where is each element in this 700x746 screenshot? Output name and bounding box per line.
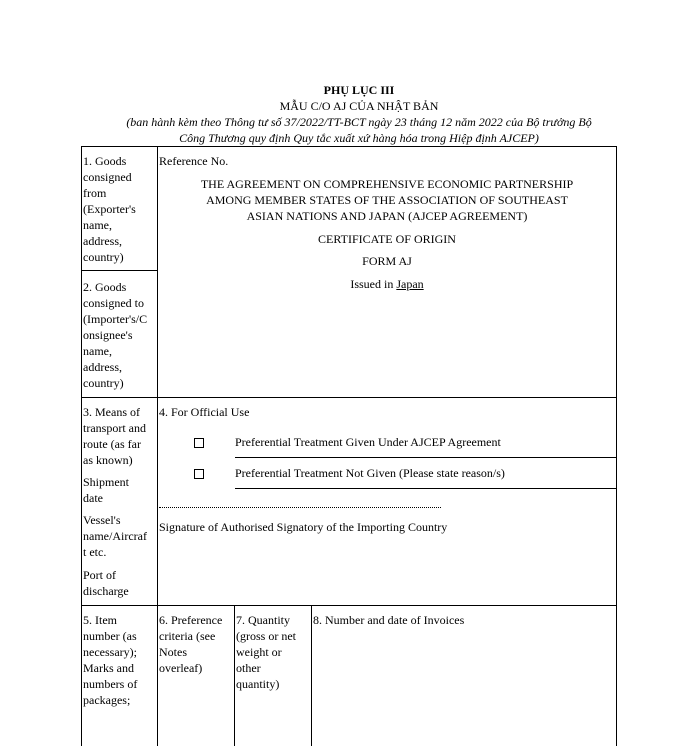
box3-vessel-name: Vessel's name/Aircraf t etc. <box>83 513 147 559</box>
preferential-given-label: Preferential Treatment Given Under AJCEP Agreement <box>235 435 501 449</box>
issued-country: Japan <box>396 277 424 291</box>
box2-goods-consigned-to: 2. Goods consigned to (Importer's/C onsignee's name, address, country) <box>83 280 148 390</box>
certificate-of-origin-title: CERTIFICATE OF ORIGIN <box>318 232 456 246</box>
form-top-border <box>81 146 617 147</box>
certificate-form <box>81 146 617 746</box>
row2-bottom <box>81 605 617 606</box>
row1-bottom <box>81 397 617 398</box>
preferential-not-given-checkbox[interactable] <box>194 469 204 479</box>
box7-quantity: 7. Quantity (gross or net weight or other quantity) <box>236 613 296 691</box>
box3-means-of-transport: 3. Means of transport and route (as far as known) <box>83 405 146 467</box>
appendix-title: PHỤ LỤC III <box>323 83 395 97</box>
preferential-given-checkbox[interactable] <box>194 438 204 448</box>
box3-port-of-discharge: Port of discharge <box>83 568 129 598</box>
box4-official-use-title: 4. For Official Use <box>159 405 250 419</box>
form-left-border <box>81 146 82 746</box>
left-column-divider <box>157 146 158 746</box>
box8-invoice-number-date: 8. Number and date of Invoices <box>313 613 465 627</box>
form-right-border <box>616 146 617 746</box>
agreement-title: THE AGREEMENT ON COMPREHENSIVE ECONOMIC PARTNERSHIP AMONG MEMBER STATES OF THE ASSOCIATION OF SOUTHEAST ASIAN NATIONS AND JAPAN (AJCEP AGREEMENT) <box>200 177 574 223</box>
issuance-note-line2: Công Thương quy định Quy tắc xuất xứ hàng hóa trong Hiệp định AJCEP) <box>179 131 539 145</box>
box5-item-number: 5. Item number (as necessary); Marks and numbers of packages; <box>83 613 138 707</box>
preferential-not-given-label: Preferential Treatment Not Given (Please state reason/s) <box>235 466 505 480</box>
box6-preference-criteria: 6. Preference criteria (see Notes overleaf) <box>159 613 223 675</box>
document-header <box>78 82 640 146</box>
option1-underline <box>235 457 616 458</box>
signature-dotted-line <box>159 507 441 508</box>
box1-goods-consigned-from: 1. Goods consigned from (Exporter's name, address, country) <box>83 154 136 264</box>
reference-number-label: Reference No. <box>159 154 229 168</box>
option2-underline <box>235 488 616 489</box>
form-title: MẪU C/O AJ CỦA NHẬT BẢN <box>279 99 439 113</box>
issued-in-line: Issued in Japan <box>350 277 424 291</box>
box1-bottom <box>81 270 158 271</box>
issuance-note-line1: (ban hành kèm theo Thông tư số 37/2022/TT-BCT ngày 23 tháng 12 năm 2022 của Bộ trưởng Bộ <box>126 115 592 129</box>
box3-shipment-date: Shipment date <box>83 475 130 505</box>
form-aj-title: FORM AJ <box>362 254 412 268</box>
importing-country-signature-label: Signature of Authorised Signatory of the Importing Country <box>159 520 448 534</box>
